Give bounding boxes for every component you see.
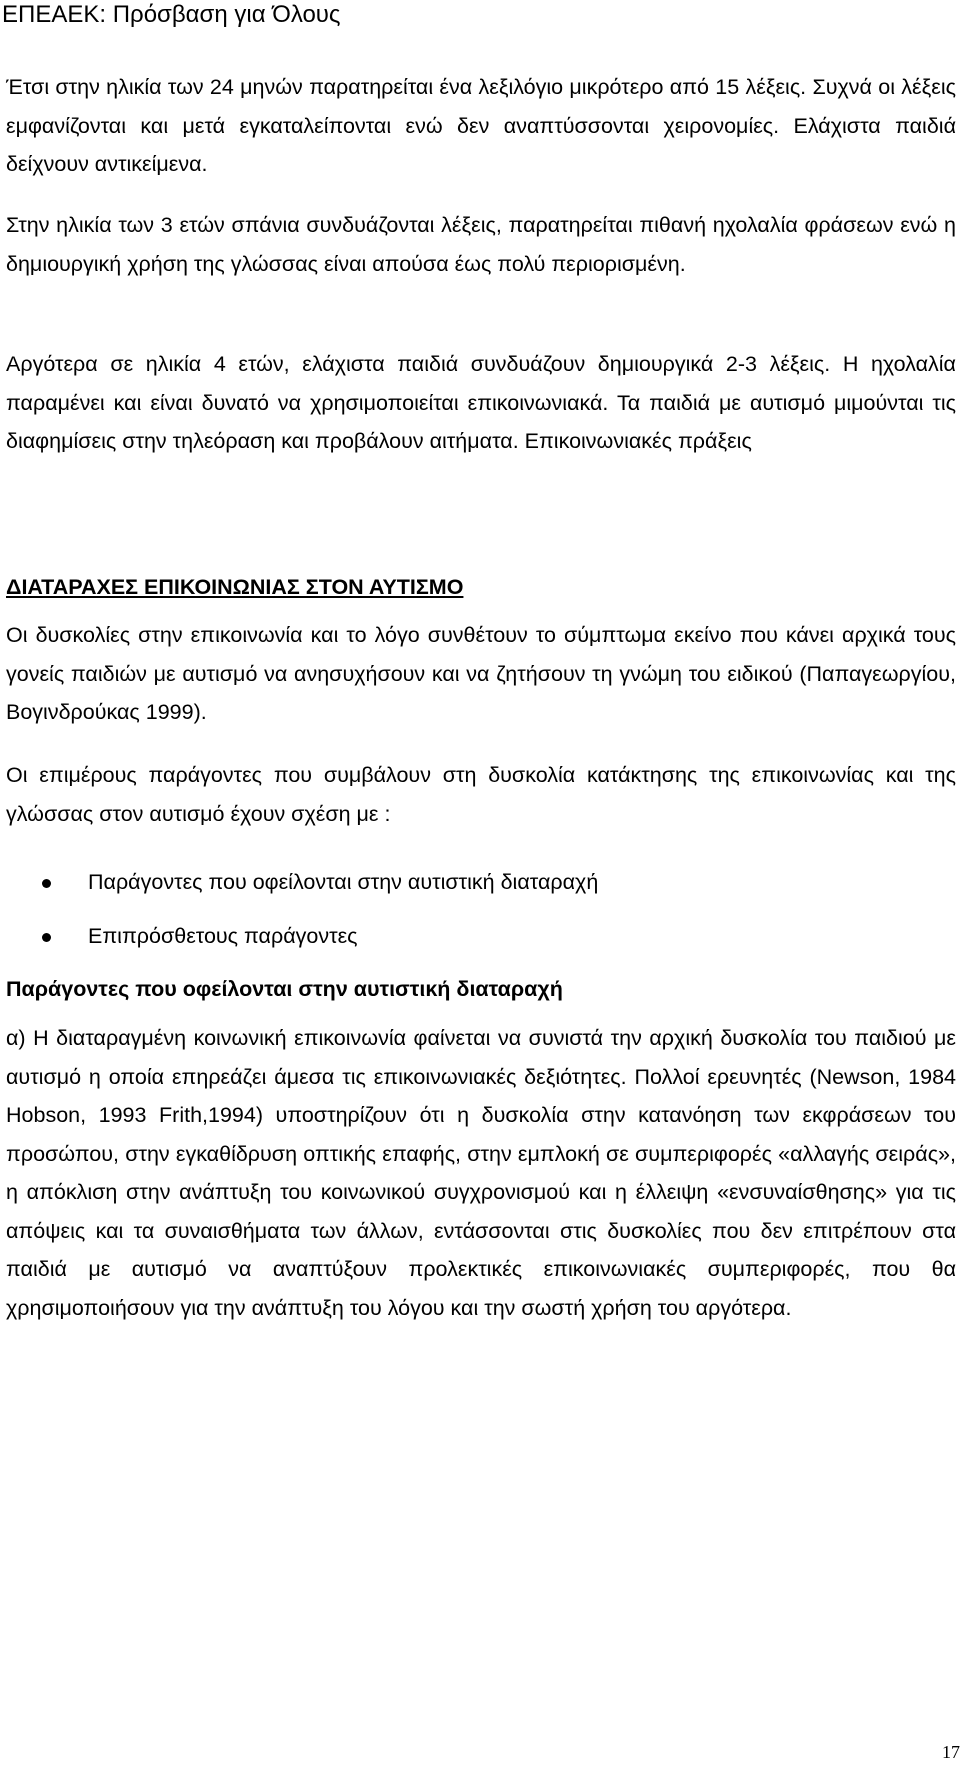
section-heading: ΔΙΑΤΑΡΑΧΕΣ ΕΠΙΚΟΙΝΩΝΙΑΣ ΣΤΟΝ ΑΥΤΙΣΜΟ [6, 575, 464, 599]
subsection-heading: Παράγοντες που οφείλονται στην αυτιστική διαταραχή [6, 977, 563, 1001]
paragraph-age-4: Αργότερα σε ηλικία 4 ετών, ελάχιστα παιδιά συνδυάζουν δημιουργικά 2-3 λέξεις. Η ηχολαλία παραμένει και είναι δυνατό να χρησιμοποιείται επικοινωνιακά. Τα παιδιά με αυτισμό μιμούνται τις διαφημίσεις στην τηλεόραση και προβάλουν αιτήματα. Επικοινωνιακές πράξεις [6, 352, 956, 453]
paragraph-factors-intro: Οι επιμέρους παράγοντες που συμβάλουν στη δυσκολία κατάκτησης της επικοινωνίας και της γλώσσας στον αυτισμό έχουν σχέση με : [6, 763, 956, 826]
paragraph-social-communication: α) Η διαταραγμένη κοινωνική επικοινωνία φαίνεται να συνιστά την αρχική δυσκολία του παιδιού με αυτισμό η οποία επηρεάζει άμεσα τις επικοινωνιακές δεξιότητες. Πολλοί ερευνητές (Newson, 1984 Hobson, 1993 Frith,1994) υποστηρίζουν ότι η δυσκολία στην κατανόηση των εκφράσεων του προσώπου, στην εγκαθίδρυση οπτικής επαφής, στην εμπλοκή σε συμπεριφορές «αλλαγής σειράς», η απόκλιση στην ανάπτυξη του κοινωνικού συγχρονισμού και η έλλειψη «ενσυναίσθησης» για τις απόψεις και τα συναισθήματα των άλλων, εντάσσονται στις δυσκολίες που δεν επιτρέπουν στα παιδιά με αυτισμό να αναπτύξουν προλεκτικές επικοινωνιακές συμπεριφορές, που θα χρησιμοποιήσουν για την ανάπτυξη του λόγου και την σωστή χρήση του αργότερα. [6, 1026, 956, 1320]
list-item-label: Παράγοντες που οφείλονται στην αυτιστική διαταραχή [88, 870, 599, 894]
bullet-icon [42, 933, 51, 942]
paragraph-vocabulary-24-months: Έτσι στην ηλικία των 24 μηνών παρατηρείται ένα λεξιλόγιο μικρότερο από 15 λέξεις. Συχνά οι λέξεις εμφανίζονται και μετά εγκαταλείπονται ενώ δεν αναπτύσσονται χειρονομίες. Ελάχιστα παιδιά δείχνουν αντικείμενα. [6, 75, 956, 176]
page-number: 17 [942, 1742, 960, 1762]
paragraph-age-3: Στην ηλικία των 3 ετών σπάνια συνδυάζονται λέξεις, παρατηρείται πιθανή ηχολαλία φράσεων ενώ η δημιουργική χρήση της γλώσσας είναι απούσα έως πολύ περιορισμένη. [6, 213, 956, 276]
list-item [0, 863, 950, 903]
list-item-label: Επιπρόσθετους παράγοντες [88, 924, 358, 948]
paragraph-communication-difficulties: Οι δυσκολίες στην επικοινωνία και το λόγο συνθέτουν το σύμπτωμα εκείνο που κάνει αρχικά τους γονείς παιδιών με αυτισμό να ανησυχήσουν και να ζητήσουν τη γνώμη του ειδικού (Παπαγεωργίου, Βογινδρούκας 1999). [6, 623, 956, 724]
list-item [0, 917, 950, 957]
bullet-icon [42, 879, 51, 888]
page-header: ΕΠΕΑΕΚ: Πρόσβαση για Όλους [2, 1, 341, 28]
